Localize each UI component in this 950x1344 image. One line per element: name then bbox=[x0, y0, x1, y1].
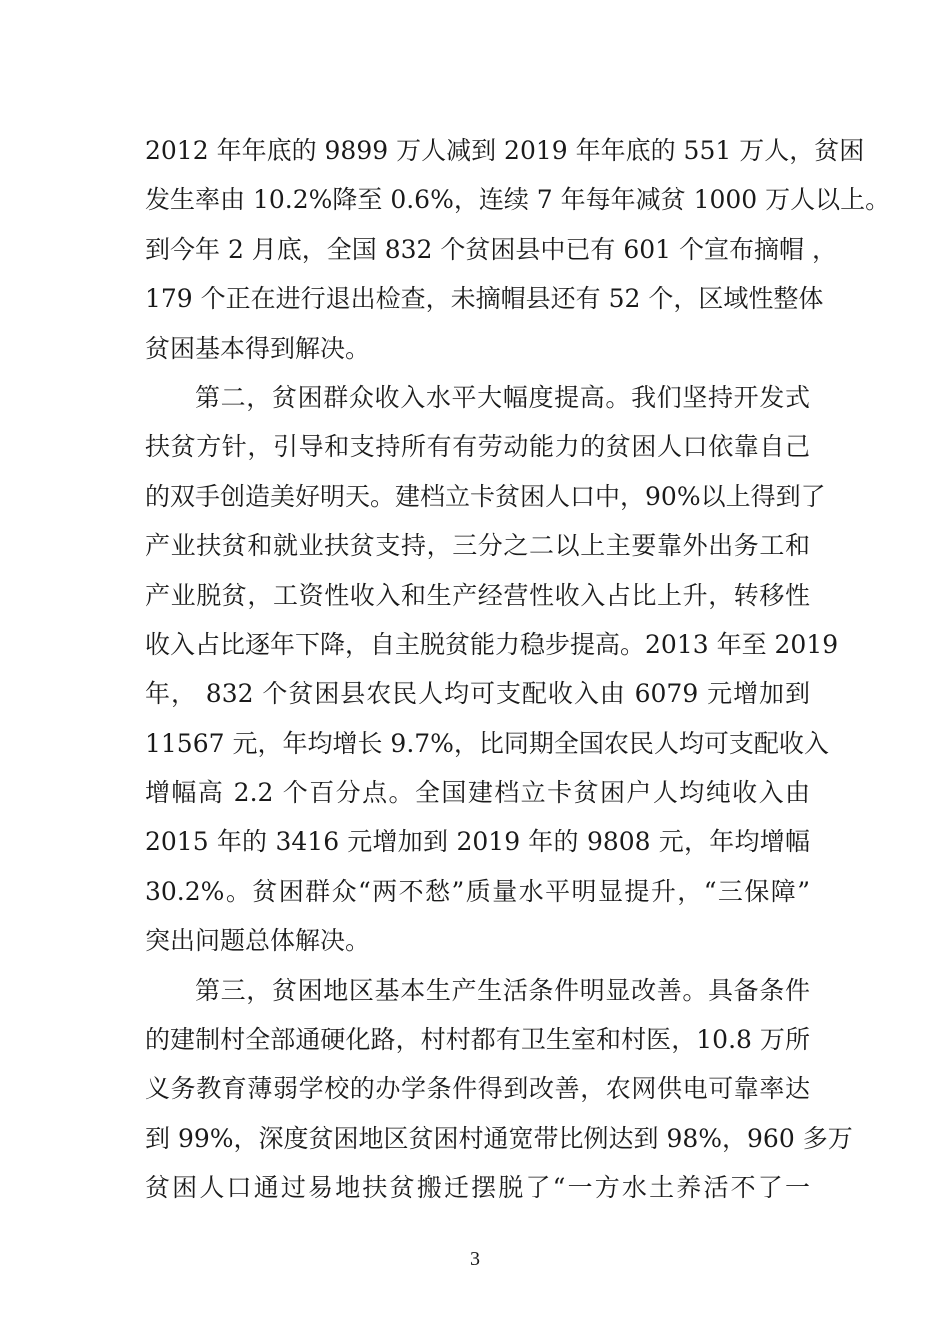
paragraph-p1 bbox=[145, 126, 891, 373]
text-line: 贫困人口通过易地扶贫搬迁摆脱了“一方水土养活不了一 bbox=[145, 1173, 810, 1203]
text-line: 产业扶贫和就业扶贫支持，三分之二以上主要靠外出务工和 bbox=[145, 531, 810, 561]
paragraph-p2 bbox=[145, 373, 839, 966]
text-line: 到 99%，深度贫困地区贫困村通宽带比例达到 98%，960 多万 bbox=[145, 1123, 853, 1153]
paragraph-p3 bbox=[145, 966, 853, 1213]
text-line: 年， 832 个贫困县农民人均可支配收入由 6079 元增加到 bbox=[145, 679, 810, 709]
text-line: 2012 年年底的 9899 万人减到 2019 年年底的 551 万人，贫困 bbox=[145, 136, 865, 165]
text-line: 产业脱贫，工资性收入和生产经营性收入占比上升，转移性 bbox=[145, 580, 810, 610]
text-line: 突出问题总体解决。 bbox=[145, 926, 371, 956]
text-line: 发生率由 10.2%降至 0.6%，连续 7 年每年减贫 1000 万人以上。 bbox=[145, 185, 891, 215]
text-line: 收入占比逐年下降，自主脱贫能力稳步提高。2013 年至 2019 bbox=[145, 629, 839, 659]
text-line: 增幅高 2.2 个百分点。全国建档立卡贫困户人均纯收入由 bbox=[145, 778, 810, 808]
text-line: 第二，贫困群众收入水平大幅度提高。我们坚持开发式 bbox=[195, 382, 810, 412]
text-line: 第三，贫困地区基本生产生活条件明显改善。具备条件 bbox=[195, 975, 810, 1005]
text-line: 的双手创造美好明天。建档立卡贫困人口中，90%以上得到了 bbox=[145, 481, 826, 511]
body-text bbox=[145, 126, 891, 1213]
text-line: 2015 年的 3416 元增加到 2019 年的 9808 元，年均增幅 bbox=[145, 827, 810, 857]
text-line: 到今年 2 月底，全国 832 个贫困县中已有 601 个宣布摘帽 ， bbox=[145, 234, 837, 264]
text-line: 11567 元，年均增长 9.7%，比同期全国农民人均可支配收入 bbox=[145, 728, 829, 758]
text-line: 扶贫方针，引导和支持所有有劳动能力的贫困人口依靠自己 bbox=[145, 432, 810, 462]
text-line: 179 个正在进行退出检查，未摘帽县还有 52 个，区域性整体 bbox=[145, 284, 824, 314]
text-line: 的建制村全部通硬化路，村村都有卫生室和村医，10.8 万所 bbox=[145, 1025, 810, 1055]
page-number: 3 bbox=[470, 1248, 480, 1270]
text-line: 30.2%。贫困群众“两不愁”质量水平明显提升，“三保障” bbox=[145, 876, 810, 906]
text-line: 义务教育薄弱学校的办学条件得到改善，农网供电可靠率达 bbox=[145, 1074, 810, 1104]
text-line: 贫困基本得到解决。 bbox=[145, 333, 371, 363]
